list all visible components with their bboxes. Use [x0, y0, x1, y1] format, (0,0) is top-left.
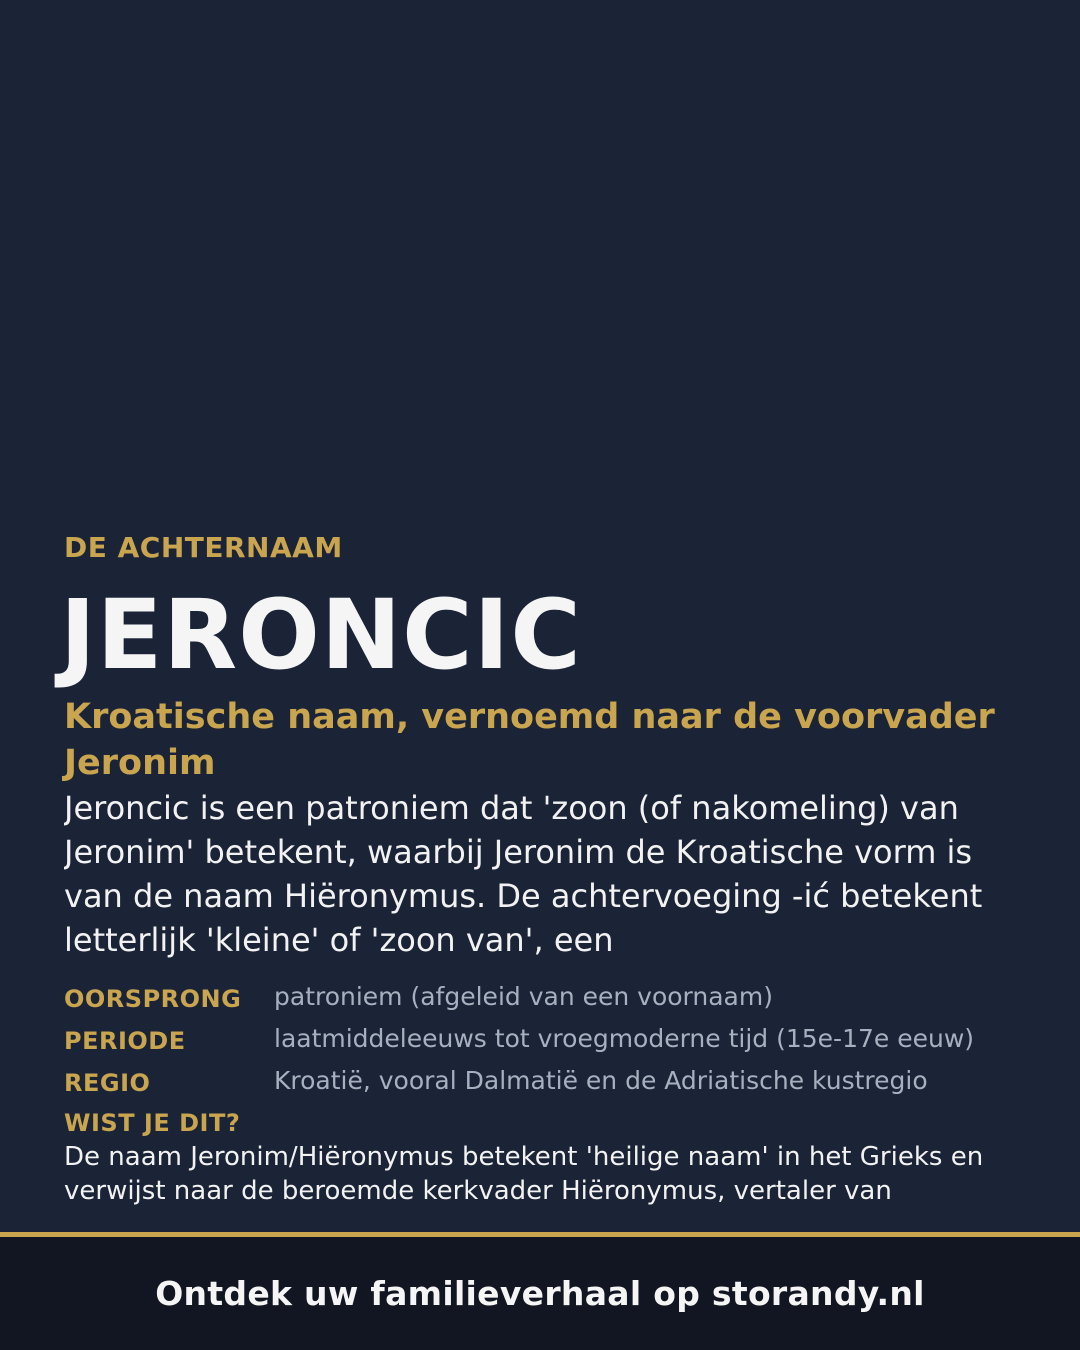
fact-origin: [64, 982, 1024, 1014]
footer-banner[interactable]: [0, 1232, 1080, 1350]
trivia-text: De naam Jeronim/Hiëronymus betekent 'heilige naam' in het Grieks en verwijst naar de beroemde kerkvader Hiëronymus, vertaler van: [64, 1142, 984, 1206]
fact-region: [64, 1066, 1024, 1098]
facts-list: [64, 982, 1024, 1098]
content-block: [60, 528, 1024, 1208]
footer-cta-link[interactable]: Ontdek uw familieverhaal op storandy.nl: [155, 1274, 925, 1313]
eyebrow-label: DE ACHTERNAAM: [64, 531, 343, 564]
fact-value: laatmiddeleeuws tot vroegmoderne tijd (15e-17e eeuw): [274, 1024, 975, 1053]
fact-label: PERIODE: [64, 1027, 186, 1055]
fact-value: Kroatië, vooral Dalmatië en de Adriatische kustregio: [274, 1066, 928, 1095]
fact-value: patroniem (afgeleid van een voornaam): [274, 982, 773, 1011]
surname-title: JERONCIC: [60, 579, 582, 691]
trivia-label: WIST JE DIT?: [64, 1109, 241, 1137]
surname-description: Jeroncic is een patroniem dat 'zoon (of nakomeling) van Jeronim' betekent, waarbij Jeronim de Kroatische vorm is van de naam Hiëronymus. De achtervoeging -ić betekent letterlijk 'kleine' of 'zoon van', een: [64, 789, 983, 959]
fact-period: [64, 1024, 1024, 1056]
fact-label: OORSPRONG: [64, 985, 242, 1013]
fact-label: REGIO: [64, 1069, 151, 1097]
surname-subtitle: Kroatische naam, vernoemd naar de voorvader Jeronim: [64, 697, 995, 783]
